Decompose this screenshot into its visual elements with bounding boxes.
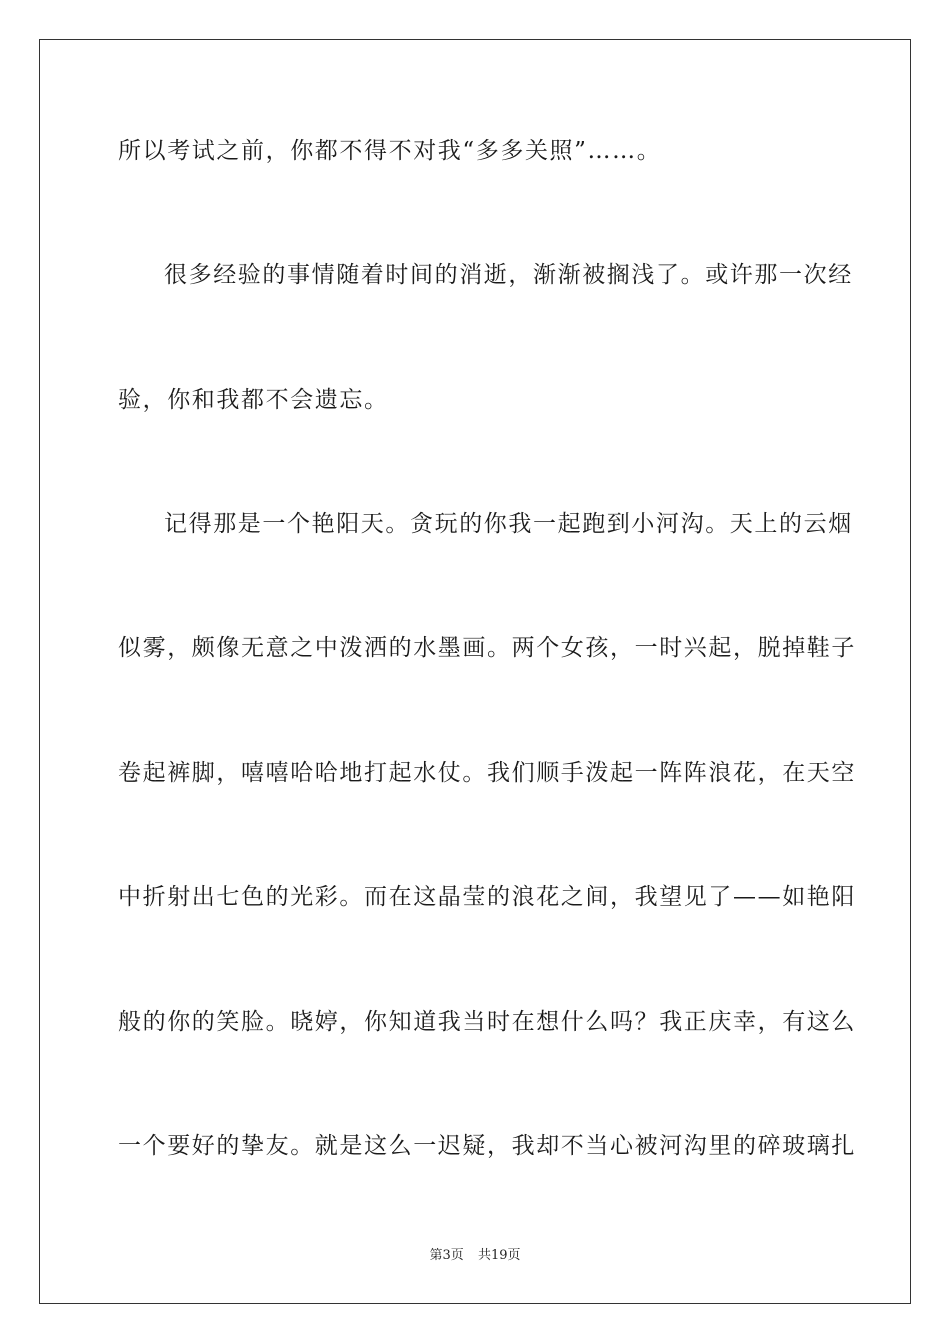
page-number: 第3页 [429, 1248, 464, 1263]
page-total: 共19页 [477, 1248, 521, 1263]
text-line: 所以考试之前，你都不得不对我“多多关照”……。 [118, 138, 662, 164]
page-border [39, 39, 911, 1304]
text-line: 中折射出七色的光彩。而在这晶莹的浪花之间，我望见了——如艳阳 [118, 884, 856, 910]
text-line: 卷起裤脚，嘻嘻哈哈地打起水仗。我们顺手泼起一阵阵浪花，在天空 [118, 760, 856, 786]
text-line: 很多经验的事情随着时间的消逝，渐渐被搁浅了。或许那一次经 [164, 262, 853, 288]
text-line: 般的你的笑脸。晓婷，你知道我当时在想什么吗？我正庆幸，有这么 [118, 1009, 856, 1035]
text-line: 一个要好的挚友。就是这么一迟疑，我却不当心被河沟里的碎玻璃扎 [118, 1133, 856, 1159]
page-footer [0, 1248, 950, 1264]
text-line: 记得那是一个艳阳天。贪玩的你我一起跑到小河沟。天上的云烟 [164, 511, 853, 537]
text-line: 似雾，颇像无意之中泼洒的水墨画。两个女孩，一时兴起，脱掉鞋子 [118, 635, 856, 661]
text-line: 验，你和我都不会遗忘。 [118, 387, 389, 413]
